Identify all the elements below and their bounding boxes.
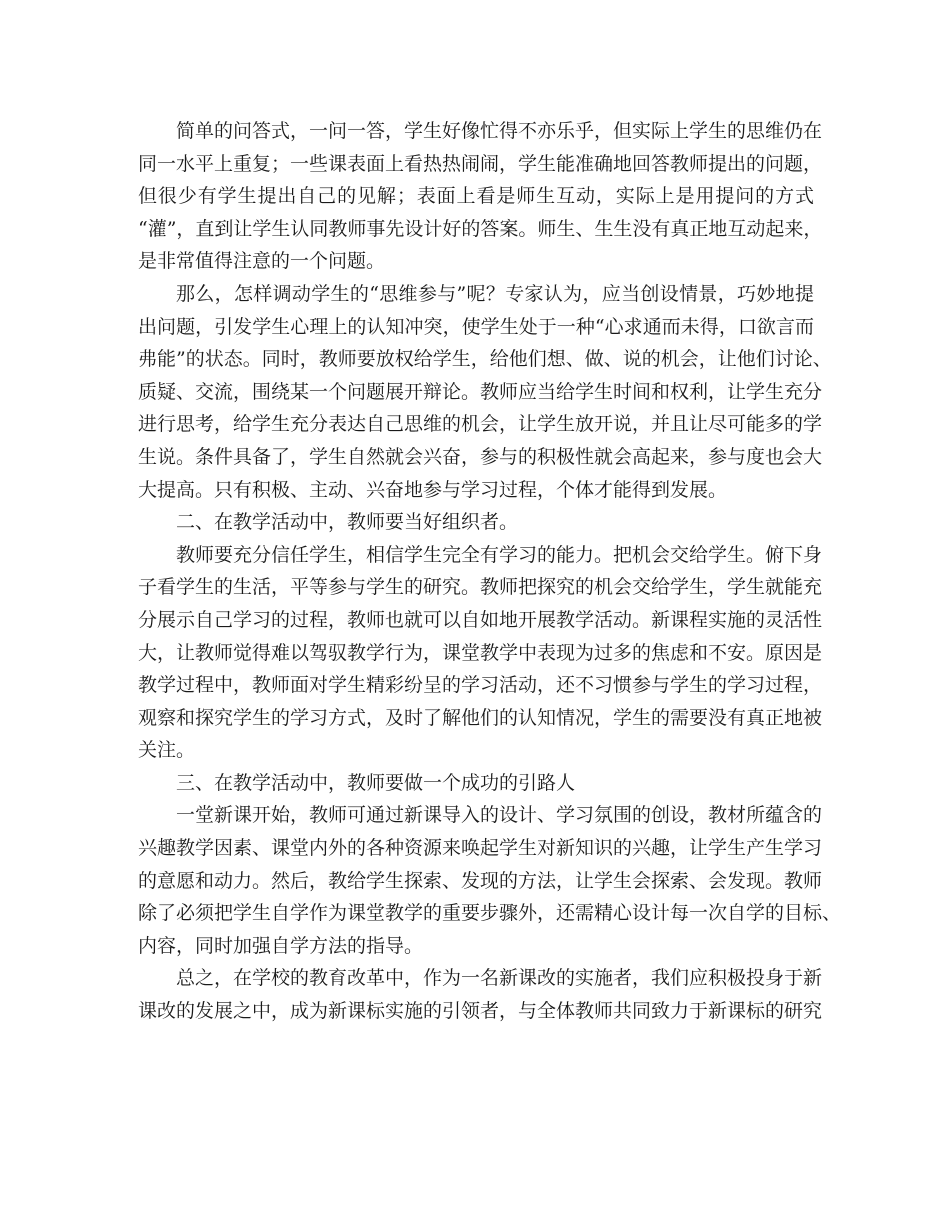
text-line: 大，让教师觉得难以驾驭教学行为，课堂教学中表现为过多的焦虑和不安。原因是 bbox=[138, 641, 823, 664]
text-line: 兴趣教学因素、课堂内外的各种资源来唤起学生对新知识的兴趣，让学生产生学习 bbox=[138, 837, 823, 860]
text-line: 总之，在学校的教育改革中，作为一名新课改的实施者，我们应积极投身于新 bbox=[176, 967, 823, 990]
text-line: 分展示自己学习的过程，教师也就可以自如地开展教学活动。新课程实施的灵活性 bbox=[138, 608, 823, 631]
text-line: 同一水平上重复；一些课表面上看热热闹闹，学生能准确地回答教师提出的问题， bbox=[138, 152, 823, 175]
text-line: “灌”，直到让学生认同教师事先设计好的答案。师生、生生没有真正地互动起来， bbox=[138, 217, 823, 240]
text-line: 简单的问答式，一问一答，学生好像忙得不亦乐乎，但实际上学生的思维仍在 bbox=[176, 120, 823, 142]
text-line: 大提高。只有积极、主动、兴奋地参与学习过程，个体才能得到发展。 bbox=[138, 478, 728, 501]
text-line: 那么，怎样调动学生的“思维参与”呢？专家认为，应当创设情景，巧妙地提 bbox=[176, 282, 814, 305]
text-line: 课改的发展之中，成为新课标实施的引领者，与全体教师共同致力于新课标的研究 bbox=[138, 1000, 823, 1023]
text-line: 质疑、交流，围绕某一个问题展开辩论。教师应当给学生时间和权利，让学生充分 bbox=[138, 380, 823, 403]
document-body bbox=[138, 115, 842, 1028]
text-line: 除了必须把学生自学作为课堂教学的重要步骤外，还需精心设计每一次自学的目标、 bbox=[138, 902, 842, 925]
text-line: 教学过程中，教师面对学生精彩纷呈的学习活动，还不习惯参与学生的学习过程， bbox=[138, 674, 823, 697]
text-line: 二、在教学活动中，教师要当好组织者。 bbox=[176, 511, 519, 534]
text-line: 子看学生的生活，平等参与学生的研究。教师把探究的机会交给学生，学生就能充 bbox=[138, 576, 823, 599]
text-line: 关注。 bbox=[138, 739, 196, 762]
text-line: 的意愿和动力。然后，教给学生探索、发现的方法，让学生会探索、会发现。教师 bbox=[138, 869, 823, 892]
text-line: 内容，同时加强自学方法的指导。 bbox=[138, 934, 424, 957]
text-line: 一堂新课开始，教师可通过新课导入的设计、学习氛围的创设，教材所蕴含的 bbox=[176, 804, 823, 827]
text-line: 进行思考，给学生充分表达自己思维的机会，让学生放开说，并且让尽可能多的学 bbox=[138, 413, 823, 436]
text-line: 观察和探究学生的学习方式，及时了解他们的认知情况，学生的需要没有真正地被 bbox=[138, 706, 823, 729]
text-line: 三、在教学活动中，教师要做一个成功的引路人 bbox=[176, 771, 576, 794]
text-line: 生说。条件具备了，学生自然就会兴奋，参与的积极性就会高起来，参与度也会大 bbox=[138, 445, 823, 468]
text-line: 但很少有学生提出自己的见解；表面上看是师生互动，实际上是用提问的方式 bbox=[138, 185, 814, 208]
text-line: 出问题，引发学生心理上的认知冲突，使学生处于一种“心求通而未得，口欲言而 bbox=[138, 315, 814, 338]
text-line: 弗能”的状态。同时，教师要放权给学生，给他们想、做、说的机会，让他们讨论、 bbox=[138, 348, 832, 371]
text-line: 是非常值得注意的一个问题。 bbox=[138, 250, 386, 273]
text-line: 教师要充分信任学生，相信学生完全有学习的能力。把机会交给学生。俯下身 bbox=[176, 543, 823, 566]
